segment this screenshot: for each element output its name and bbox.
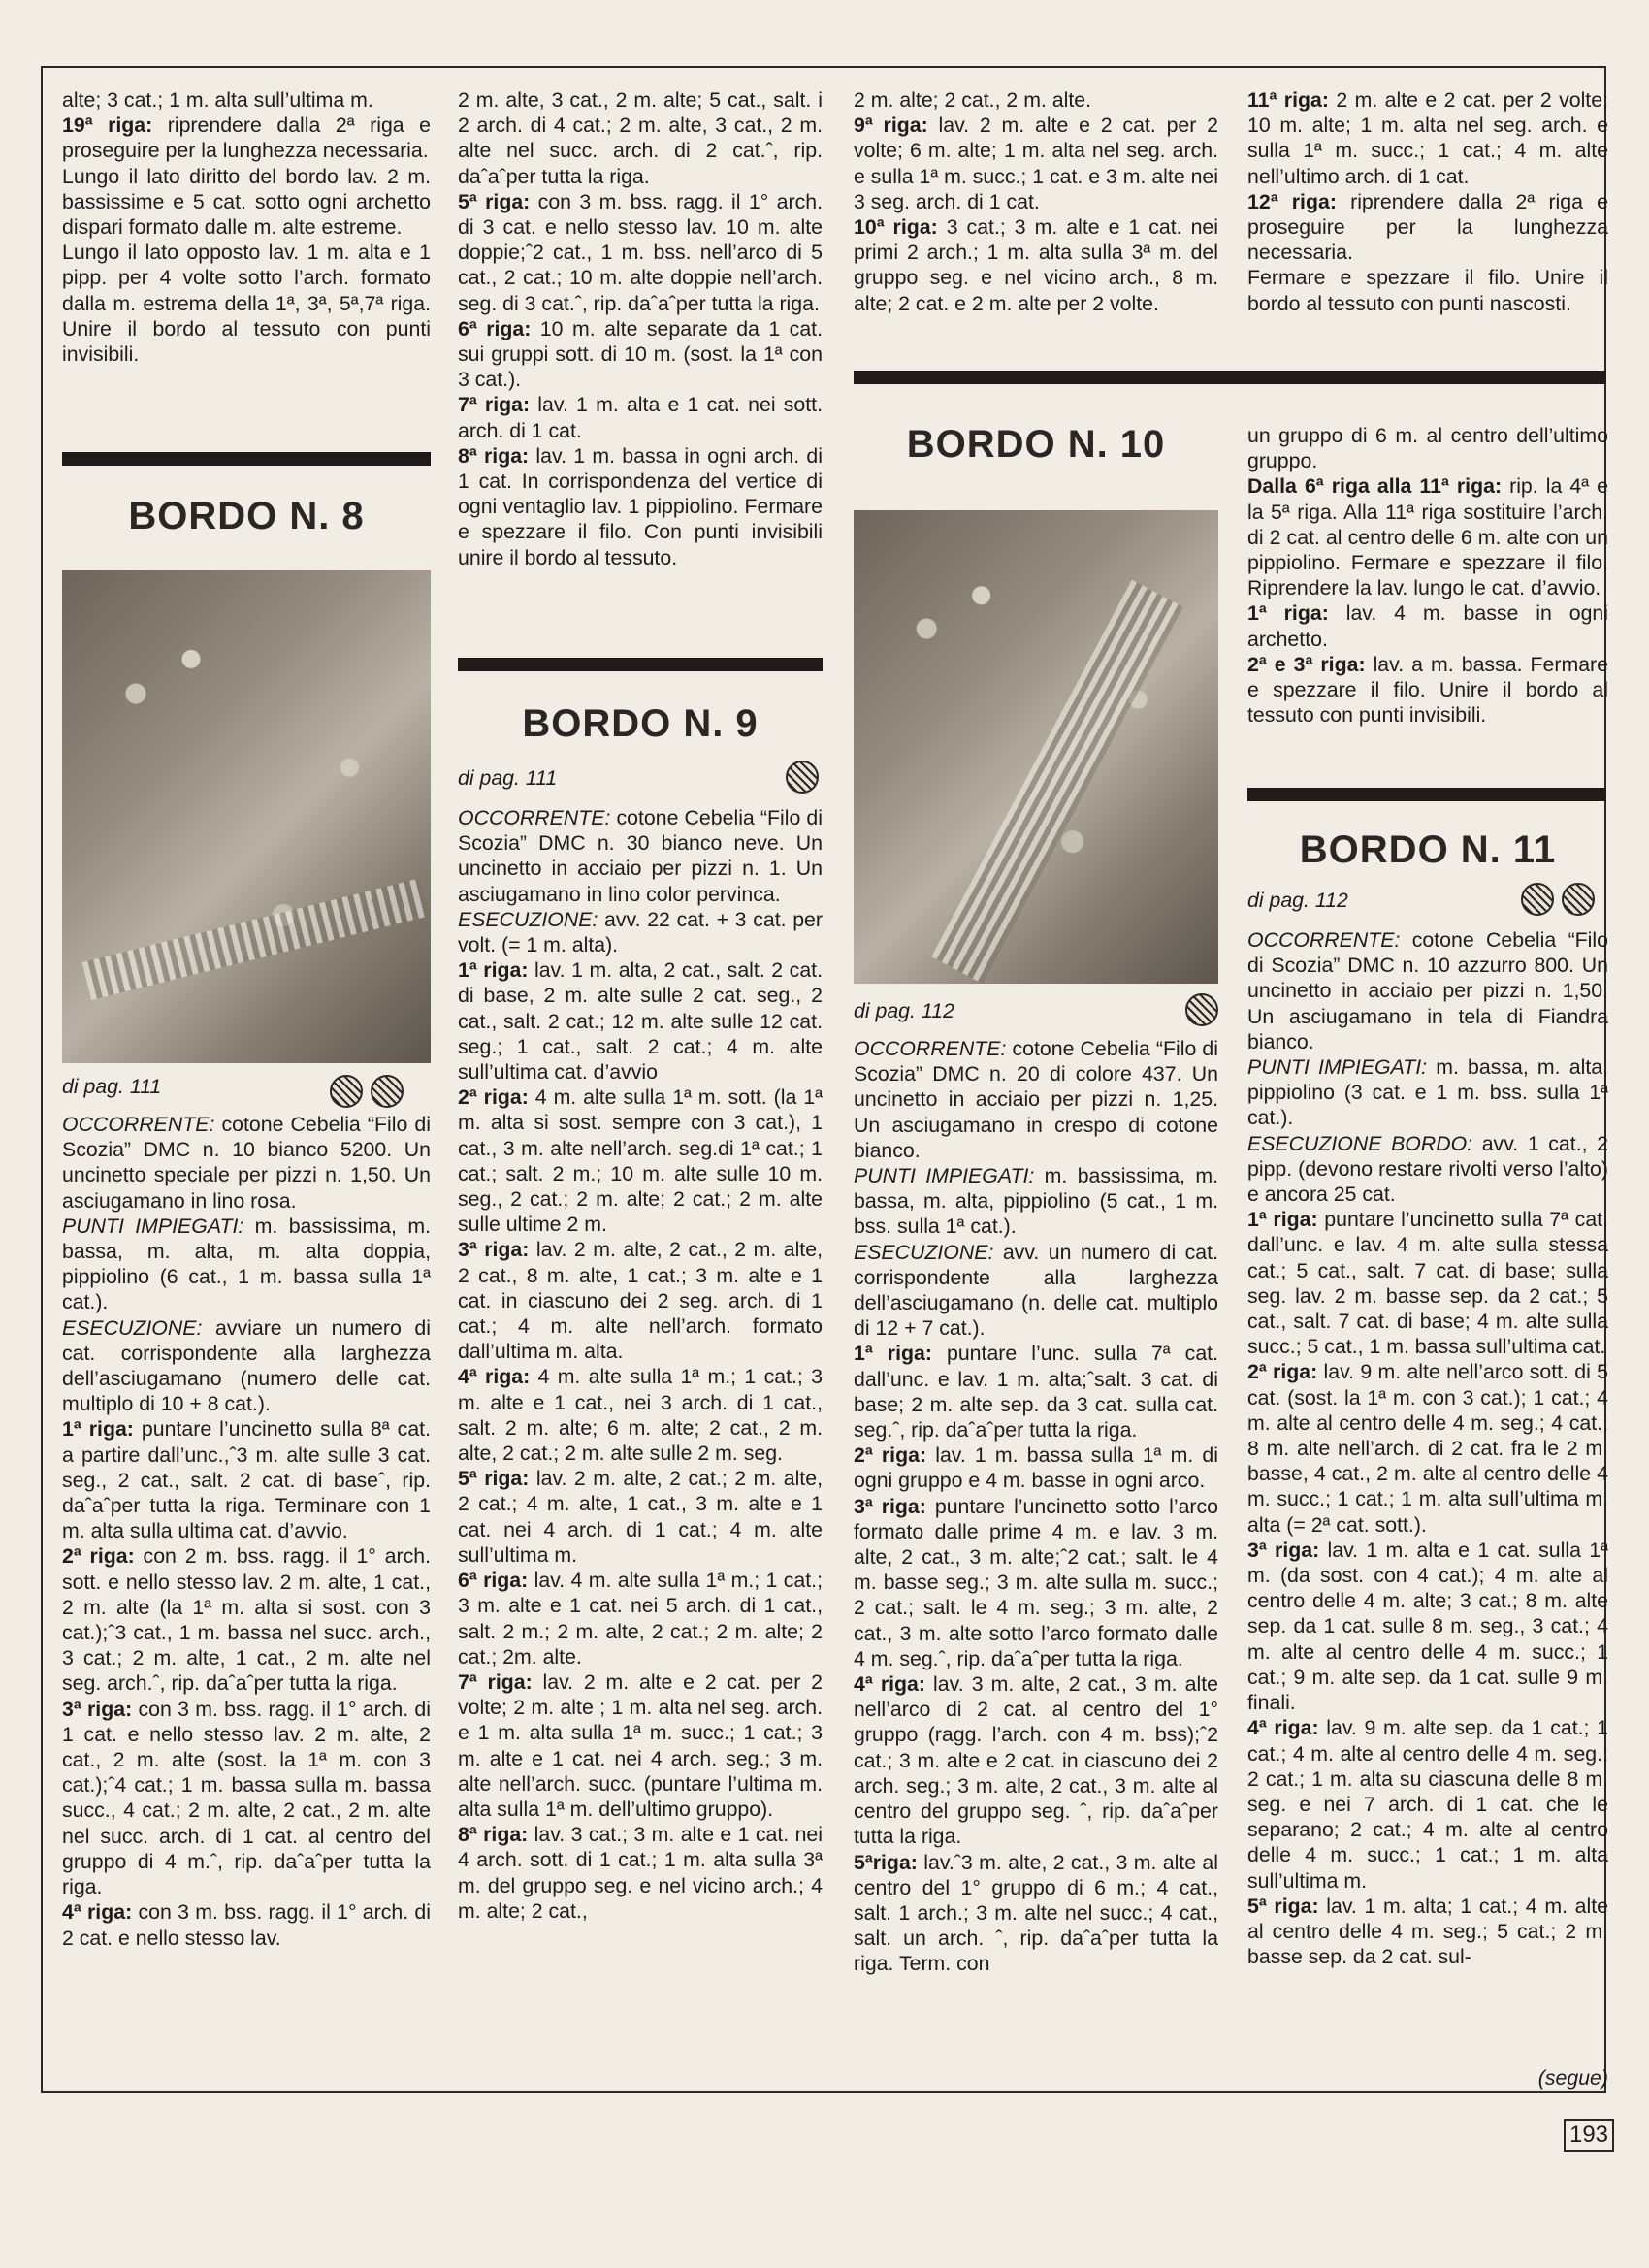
yarn-ball-icon	[1185, 993, 1218, 1026]
paragraph-text: lav. 2 m. alte e 2 cat. per 2 volte; 6 m. alte; 1 m. alta nel seg. arch. e sulla 1ª m. succ.; 1 cat. e 3 m. alte nei 3 seg. arch. di 1 cat.	[854, 113, 1219, 213]
section-label: ESECUZIONE:	[458, 907, 598, 931]
paragraph-text: un gruppo di 6 m. al centro dell’ultimo gruppo.	[1247, 424, 1608, 473]
yarn-icons-bordo-11	[1521, 883, 1595, 916]
yarn-ball-icon	[786, 761, 819, 794]
section-label: OCCORRENTE:	[854, 1037, 1007, 1060]
row-label: 8ª riga:	[458, 1823, 529, 1847]
caption-bordo-8: di pag. 111	[62, 1075, 162, 1098]
section-label: OCCORRENTE:	[62, 1113, 215, 1136]
instruction-paragraph	[854, 1671, 1218, 1849]
paragraph-text: m. bassissima, m. bassa, m. alta, pippiolino (5 cat., 1 m. bss. sulla 1ª cat.).	[854, 1164, 1218, 1239]
paragraph-text: 10 m. alte separate da 1 cat. sui gruppi sott. di 10 m. (sost. la 1ª con 3 cat.).	[458, 316, 823, 392]
yarn-ball-icon	[1562, 883, 1595, 916]
column-2-bottom	[458, 805, 823, 1924]
paragraph-text: 4 m. alte sulla 1ª m. sott. (la 1ª m. alta si sost. sempre con 3 cat.), 1 cat., 3 m. alte nell’arch. seg.di 1ª cat.; 1 cat.; salt. 2 m.; 10 m. alte sulle 10 m. seg., 2 cat.; 2 m. alte; 2 cat.; 2 m. alte sulle ultime 2 m.	[458, 1085, 823, 1237]
column-1-top	[62, 87, 431, 367]
heading-bordo-11: BORDO N. 11	[1299, 828, 1557, 871]
page-number: 193	[1564, 2119, 1614, 2152]
paragraph-text: Lungo il lato diritto del bordo lav. 2 m. bassissime e 5 cat. sotto ogni archetto dispari formato dalle m. alte estreme.	[62, 164, 431, 240]
instruction-paragraph	[1247, 1538, 1608, 1715]
instruction-paragraph	[1247, 1715, 1608, 1893]
instruction-paragraph	[1247, 423, 1608, 473]
instruction-paragraph	[854, 1036, 1218, 1163]
paragraph-text: lav. 2 m. alte, 2 cat., 2 m. alte, 2 cat., 8 m. alte, 1 cat.; 3 m. alte e 1 cat. in ciascuno dei 2 seg. arch. di 1 cat.; 4 m. alte nell’arch. formato dall’ultima m. alta.	[458, 1238, 823, 1364]
section-label: ESECUZIONE:	[854, 1240, 994, 1264]
instruction-paragraph	[458, 1237, 823, 1364]
row-label: 2ª riga:	[458, 1085, 529, 1110]
instruction-paragraph	[854, 87, 1218, 113]
paragraph-text: avv. 22 cat. + 3 cat. per volt. (= 1 m. alta).	[458, 907, 823, 957]
paragraph-text: puntare l’uncinetto sotto l’arco formato dalle prime 4 m. e lav. 3 m. alte, 2 cat., 3 m. alte;ˆ2 cat.; salt. le 4 m. basse seg.; 3 m. alte sulla m. succ.; 2 cat.; salt. le 4 m. seg.; 3 m. alte, 2 cat., 3 m. alte sotto l’arco formato dalle 4 m. seg.ˆ, rip. daˆaˆper tutta la riga.	[854, 1494, 1218, 1670]
yarn-ball-icon	[1521, 883, 1554, 916]
instruction-paragraph	[458, 907, 823, 957]
row-label: 5ª riga:	[1247, 1894, 1319, 1918]
instruction-paragraph	[458, 392, 823, 442]
instruction-paragraph	[62, 1899, 431, 1950]
instruction-paragraph	[854, 1442, 1218, 1493]
section-label: ESECUZIONE:	[62, 1315, 203, 1340]
row-label: 1ª riga:	[458, 958, 529, 983]
section-rule	[458, 658, 823, 671]
row-label: 3ª riga:	[458, 1238, 530, 1262]
paragraph-text: lav. 9 m. alte nell’arco sott. di 5 cat. (sost. la 1ª m. con 3 cat.); 1 cat.; 4 m. alte al centro delle 4 m. seg.; 4 cat.; 8 m. alte nell’arch. di 2 cat. fra le 2 m. basse, 4 cat., 2 m. alte al centro delle 4 m. succ.; 1 cat.; 1 m. alta sull’ultima m. alta (= 2ª cat. sott.).	[1247, 1360, 1608, 1537]
heading-bordo-9: BORDO N. 9	[522, 702, 759, 745]
row-label: 7ª riga:	[458, 1669, 533, 1694]
instruction-paragraph	[62, 1416, 431, 1543]
row-label: 8ª riga:	[458, 443, 530, 468]
column-3-bottom	[854, 1036, 1218, 1977]
instruction-paragraph	[62, 164, 431, 241]
paragraph-text: con 3 m. bss. ragg. il 1° arch. di 1 cat. e nello stesso lav. 2 m. alte, 2 cat., 2 m. alte (sost. la 1ª m. con 3 cat.);ˆ4 cat.; 1 m. bassa sulla m. bassa succ., 4 cat.; 2 m. alte, 2 cat., 2 m. alte nel succ. arch. di 1 cat. al centro del gruppo di 4 m.ˆ, rip. daˆaˆper tutta la riga.	[62, 1697, 431, 1899]
instruction-paragraph	[458, 957, 823, 1085]
section-label: PUNTI IMPIEGATI:	[62, 1214, 244, 1238]
row-label: 4ª riga:	[854, 1672, 925, 1697]
paragraph-text: puntare l’uncinetto sulla 7ª cat. dall’unc. e lav. 4 m. alte sulla stessa cat.; 5 cat., salt. 7 cat. di base; sulla seg. lav. 2 m. basse sep. da 2 cat.; 5 cat., salt. 7 cat. di base; 4 m. alte sulla succ.; 5 cat., 1 m. bassa sull’ultima cat.	[1247, 1208, 1608, 1359]
row-label: 4ª riga:	[1247, 1716, 1319, 1740]
instruction-paragraph	[62, 113, 431, 163]
section-rule	[854, 371, 1606, 384]
instruction-paragraph	[854, 1341, 1218, 1442]
instruction-paragraph	[854, 113, 1218, 214]
paragraph-text: riprendere dalla 2ª riga e proseguire per la lunghezza necessaria.	[62, 113, 431, 163]
instruction-paragraph	[62, 1214, 431, 1315]
instruction-paragraph	[1247, 189, 1608, 266]
caption-bordo-11: di pag. 112	[1247, 889, 1348, 912]
row-label: 12ª riga:	[1247, 189, 1337, 213]
paragraph-text: avviare un numero di cat. corrispondente alla larghezza dell’asciugamano (numero delle cat. multiplo di 10 + 8 cat.).	[62, 1315, 431, 1416]
paragraph-text: Fermare e spezzare il filo. Unire il bordo al tessuto con punti nascosti.	[1247, 266, 1608, 315]
paragraph-text: con 2 m. bss. ragg. il 1° arch. sott. e nello stesso lav. 2 m. alte, 1 cat., 2 m. alte (la 1ª m. alta si sost. con 3 cat.);ˆ3 cat., 1 m. bassa nel succ. arch., 3 cat.; 2 m. alte, 1 cat., 2 m. alte nel seg. arch.ˆ, rip. daˆaˆper tutta la riga.	[62, 1544, 431, 1696]
yarn-icons-bordo-9	[786, 761, 819, 794]
row-label: 1ª riga:	[854, 1342, 932, 1366]
paragraph-text: lav. 1 m. alta; 1 cat.; 4 m. alte al centro delle 4 m. seg.; 5 cat.; 2 m. basse sep. da 2 cat. sul-	[1247, 1894, 1609, 1969]
paragraph-text: lav. 9 m. alte sep. da 1 cat.; 1 cat.; 4 m. alte al centro delle 4 m. seg.; 2 cat.; 1 m. alta su ciascuna delle 8 m. seg. e nei 7 arch. di 1 cat. che le separano; 2 cat.; 4 m. alte al centro delle 4 m. succ.; 1 cat.; 1 m. alta sull’ultima m.	[1247, 1716, 1608, 1893]
paragraph-text: lav. 3 m. alte, 2 cat., 3 m. alte nell’arco di 2 cat. al centro del 1° gruppo (ragg. l’arch. con 4 m. bss);ˆ2 cat.; 3 m. alte e 2 cat. in ciascuno dei 2 arch. seg.; 3 m. alte, 2 cat., 3 m. alte al centro del gruppo seg. ˆ, rip. daˆaˆper tutta la riga.	[854, 1672, 1218, 1849]
instruction-paragraph	[1247, 1131, 1608, 1208]
instruction-paragraph	[62, 1315, 431, 1417]
paragraph-text: lav. 2 m. alte e 2 cat. per 2 volte; 2 m. alte ; 1 m. alta nel seg. arch. e 1 m. alta sulla 1ª m. succ.; 1 cat.; 3 m. alte e 1 cat. nei 4 arch. seg.; 3 m. alte nell’arch. succ. (puntare l’ultima m. alta sulla 1ª m. dell’ultimo gruppo).	[458, 1669, 823, 1821]
instruction-paragraph	[1247, 1207, 1608, 1359]
instruction-paragraph	[458, 316, 823, 393]
paragraph-text: cotone Cebelia “Filo di Scozia” DMC n. 30 bianco neve. Un uncinetto in acciaio per pizzi n. 1. Un asciugamano in lino color pervinca.	[458, 806, 823, 906]
paragraph-text: 2 m. alte e 2 cat. per 2 volte; 10 m. alte; 1 m. alta nel seg. arch. e sulla 1ª m. succ.; 1 cat.; 4 m. alte nell’ultimo arch. di 1 cat.	[1247, 88, 1608, 188]
caption-bordo-10: di pag. 112	[854, 999, 954, 1022]
instruction-paragraph	[854, 1240, 1218, 1342]
yarn-icons-bordo-8	[330, 1075, 404, 1108]
section-label: PUNTI IMPIEGATI:	[1247, 1055, 1428, 1080]
paragraph-text: lav. 1 m. bassa in ogni arch. di 1 cat. In corrispondenza del vertice di ogni ventaglio lav. 1 pippiolino. Fermare e spezzare il filo. Con punti invisibili unire il bordo al tessuto.	[458, 443, 823, 569]
instruction-paragraph	[62, 87, 431, 113]
row-label: 6ª riga:	[458, 316, 532, 340]
paragraph-text: 3 cat.; 3 m. alte e 1 cat. nei primi 2 arch.; 1 m. alta sulla 3ª m. del gruppo seg. e nel vicino arch., 8 m. alte; 2 cat. e 2 m. alte per 2 volte.	[854, 215, 1218, 315]
paragraph-text: lav. 3 cat.; 3 m. alte e 1 cat. nei 4 arch. sott. di 1 cat.; 1 m. alta sulla 3ª m. del gruppo seg. e nel vicino arch.; 4 m. alte; 2 cat.,	[458, 1823, 824, 1923]
paragraph-text: 2 m. alte, 3 cat., 2 m. alte; 5 cat., salt. i 2 arch. di 4 cat.; 2 m. alte, 3 cat., 2 m. alte nel succ. arch. di 2 cat.ˆ, rip. daˆaˆper tutta la riga.	[458, 88, 823, 188]
row-label: 2ª riga:	[62, 1544, 135, 1569]
instruction-paragraph	[458, 805, 823, 907]
paragraph-text: puntare l’uncinetto sulla 8ª cat. a partire dall’unc.,ˆ3 m. alte sulle 3 cat. seg., 2 cat., salt. 2 cat. di baseˆ, rip. daˆaˆper tutta la riga. Terminare con 1 m. alta sulla ultima cat. d’avvio.	[62, 1417, 431, 1543]
paragraph-text: con 3 m. bss. ragg. il 1° arch. di 2 cat. e nello stesso lav.	[62, 1900, 431, 1950]
row-label: 4ª riga:	[458, 1365, 531, 1389]
row-label: 1ª riga:	[1247, 601, 1329, 626]
instruction-paragraph	[854, 1163, 1218, 1240]
row-label: 5ª riga:	[458, 189, 531, 213]
paragraph-text: lav. 1 m. alta e 1 cat. nei sott. arch. di 1 cat.	[458, 393, 823, 442]
photo-bordo-10	[854, 510, 1218, 984]
instruction-paragraph	[62, 1697, 431, 1900]
row-label: 9ª riga:	[854, 113, 928, 138]
paragraph-text: riprendere dalla 2ª riga e proseguire per la lunghezza necessaria.	[1247, 189, 1609, 265]
instruction-paragraph	[62, 240, 431, 367]
instruction-paragraph	[854, 214, 1218, 316]
continued-note: (segue)	[1537, 2066, 1608, 2090]
heading-bordo-10: BORDO N. 10	[906, 423, 1166, 466]
photo-bordo-8	[62, 570, 431, 1063]
row-label: 2ª riga:	[854, 1443, 927, 1468]
instruction-paragraph	[458, 1085, 823, 1237]
paragraph-text: lav.ˆ3 m. alte, 2 cat., 3 m. alte al centro del 1° gruppo di 6 m.; 4 cat., salt. 1 arch.; 3 m. alte nel succ.; 4 cat., salt. un arch. ˆ, rip. daˆaˆper tutta la riga. Term. con	[854, 1850, 1218, 1976]
paragraph-text: puntare l’unc. sulla 7ª cat. dall’unc. e lav. 1 m. alta;ˆsalt. 3 cat. di base; 2 m. alte sep. da 3 cat. sulla cat. seg.ˆ, rip. daˆaˆper tutta la riga.	[854, 1342, 1219, 1442]
paragraph-text: 4 m. alte sulla 1ª m.; 1 cat.; 3 m. alte e 1 cat., nei 3 arch. di 1 cat., salt. 2 m. alte; 6 m. alte; 2 cat., 2 m. alte, 2 cat.; 2 m. alte sulle 2 m. seg.	[458, 1365, 823, 1466]
yarn-ball-icon	[371, 1075, 404, 1108]
paragraph-text: avv. 1 cat., 2 pipp. (devono restare rivolti verso l’alto) e ancora 25 cat.	[1247, 1131, 1608, 1207]
paragraph-text: m. bassa, m. alta, pippiolino (3 cat. e 1 m. bss. sulla 1ª cat.).	[1247, 1055, 1608, 1130]
section-rule	[1247, 788, 1606, 801]
row-label: 10ª riga:	[854, 215, 938, 240]
instruction-paragraph	[1247, 87, 1608, 189]
row-label: 5ªriga:	[854, 1850, 918, 1874]
row-label: 7ª riga:	[458, 393, 531, 417]
column-1-bottom	[62, 1112, 431, 1951]
paragraph-text: rip. la 4ª e la 5ª riga. Alla 11ª riga sostituire l’arch. di 2 cat. al centro delle 6 m. alte con un pippiolino. Fermare e spezzare il filo. Riprendere la lav. lungo le cat. d’avvio.	[1247, 474, 1609, 600]
instruction-paragraph	[854, 1850, 1218, 1977]
section-label: ESECUZIONE BORDO:	[1247, 1131, 1473, 1155]
instruction-paragraph	[62, 1112, 431, 1214]
column-3-top	[854, 87, 1218, 316]
instruction-paragraph	[1247, 652, 1608, 729]
caption-bordo-9: di pag. 111	[458, 766, 558, 790]
row-label: 3ª riga:	[62, 1697, 133, 1721]
row-label: 1ª riga:	[62, 1417, 134, 1442]
instruction-paragraph	[458, 443, 823, 570]
column-4-bottom	[1247, 927, 1608, 1969]
row-label: 1ª riga:	[1247, 1208, 1318, 1232]
paragraph-text: lav. 1 m. bassa sulla 1ª m. di ogni gruppo e 4 m. basse in ogni arco.	[854, 1443, 1218, 1493]
instruction-paragraph	[62, 1543, 431, 1696]
paragraph-text: avv. un numero di cat. corrispondente alla larghezza dell’asciugamano (n. delle cat. multiplo di 12 + 7 cat.).	[854, 1240, 1218, 1341]
section-label: PUNTI IMPIEGATI:	[854, 1164, 1035, 1188]
instruction-paragraph	[1247, 1894, 1608, 1970]
row-label: 2ª e 3ª riga:	[1247, 652, 1366, 676]
row-label: 3ª riga:	[854, 1494, 926, 1518]
paragraph-text: lav. 4 m. alte sulla 1ª m.; 1 cat.; 3 m. alte e 1 cat. nei 5 arch. di 1 cat., salt. 2 m.; 2 m. alte, 2 cat.; 2 m. alte; 2 cat.; 2m. alte.	[458, 1569, 823, 1669]
instruction-paragraph	[854, 1494, 1218, 1671]
row-label: 19ª riga:	[62, 113, 153, 138]
instruction-paragraph	[458, 1364, 823, 1466]
paragraph-text: cotone Cebelia “Filo di Scozia” DMC n. 10 bianco 5200. Un uncinetto speciale per pizzi n. 1,50. Un asciugamano in lino rosa.	[62, 1113, 431, 1213]
paragraph-text: Lungo il lato opposto lav. 1 m. alta e 1 pipp. per 4 volte sotto l’arch. formato dalla m. estrema della 1ª, 3ª, 5ª,7ª riga. Unire il bordo al tessuto con punti invisibili.	[62, 241, 431, 367]
instruction-paragraph	[458, 189, 823, 316]
instruction-paragraph	[1247, 265, 1608, 315]
column-4-top	[1247, 87, 1608, 316]
instruction-paragraph	[458, 1568, 823, 1669]
column-2-top	[458, 87, 823, 570]
yarn-ball-icon	[330, 1075, 363, 1108]
paragraph-text: lav. 1 m. alta, 2 cat., salt. 2 cat. di base, 2 m. alte sulle 2 cat. seg., 2 cat., salt. 2 cat.; 12 m. alte sulle 12 cat. seg.; 1 cat., salt. 2 cat.; 4 m. alte sull’ultima cat. d’avvio	[458, 958, 824, 1085]
row-label: 4ª riga:	[62, 1900, 133, 1925]
paragraph-text: lav. 1 m. alta e 1 cat. sulla 1ª m. (da sost. con 4 cat.); 4 m. alte al centro delle 4 m. alte; 3 cat.; 8 m. alte sep. da 1 cat. sulle 8 m. seg., 3 cat.; 4 m. alte al centro delle 4 m. succ.; 1 cat.; 9 m. alte sep. da 1 cat. sulle 9 m. finali.	[1247, 1538, 1608, 1715]
paragraph-text: cotone Cebelia “Filo di Scozia” DMC n. 20 di colore 437. Un uncinetto in acciaio per pizzi n. 1,25. Un asciugamano in crespo di cotone bianco.	[854, 1037, 1218, 1162]
row-label: 5ª riga:	[458, 1467, 530, 1491]
instruction-paragraph	[458, 1822, 823, 1924]
instruction-paragraph	[1247, 473, 1608, 600]
paragraph-text: lav. 4 m. basse in ogni archetto.	[1247, 601, 1609, 651]
instruction-paragraph	[458, 1466, 823, 1568]
instruction-paragraph	[458, 87, 823, 189]
heading-bordo-8: BORDO N. 8	[128, 495, 365, 537]
paragraph-text: cotone Cebelia “Filo di Scozia” DMC n. 10 azzurro 800. Un uncinetto in acciaio per pizzi n. 1,50. Un asciugamano in tela di Fiandra bianco.	[1247, 928, 1608, 1053]
row-label: 6ª riga:	[458, 1569, 529, 1593]
section-label: OCCORRENTE:	[1247, 928, 1401, 952]
section-rule	[62, 452, 431, 466]
paragraph-text: con 3 m. bss. ragg. il 1° arch. di 3 cat. e nello stesso lav. 10 m. alte doppie;ˆ2 cat., 1 m. bss. nell’arco di 5 cat., 2 cat.; 10 m. alte doppie nell’arch. seg. di 3 cat.ˆ, rip. daˆaˆper tutta la riga.	[458, 189, 824, 315]
column-4-mid	[1247, 423, 1608, 728]
section-label: OCCORRENTE:	[458, 806, 611, 829]
instruction-paragraph	[1247, 600, 1608, 651]
paragraph-text: alte; 3 cat.; 1 m. alta sull’ultima m.	[62, 88, 373, 112]
paragraph-text: m. bassissima, m. bassa, m. alta, m. alta doppia, pippiolino (6 cat., 1 m. bassa sulla 1ª cat.).	[62, 1214, 431, 1314]
paragraph-text: lav. a m. bassa. Fermare e spezzare il filo. Unire il bordo al tessuto con punti invisibili.	[1247, 652, 1608, 728]
row-label: 3ª riga:	[1247, 1538, 1320, 1562]
instruction-paragraph	[1247, 1054, 1608, 1131]
row-label: 11ª riga:	[1247, 88, 1329, 112]
row-label: 2ª riga:	[1247, 1360, 1318, 1384]
instruction-paragraph	[1247, 1359, 1608, 1537]
instruction-paragraph	[1247, 927, 1608, 1054]
paragraph-text: 2 m. alte; 2 cat., 2 m. alte.	[854, 88, 1092, 112]
paragraph-text: lav. 2 m. alte, 2 cat.; 2 m. alte, 2 cat.; 4 m. alte, 1 cat., 3 m. alte e 1 cat. nei 4 arch. di 1 cat.; 4 m. alte sull’ultima m.	[458, 1467, 823, 1567]
row-label: Dalla 6ª riga alla 11ª riga:	[1247, 474, 1503, 499]
instruction-paragraph	[458, 1669, 823, 1822]
yarn-icons-bordo-10	[1185, 993, 1218, 1026]
